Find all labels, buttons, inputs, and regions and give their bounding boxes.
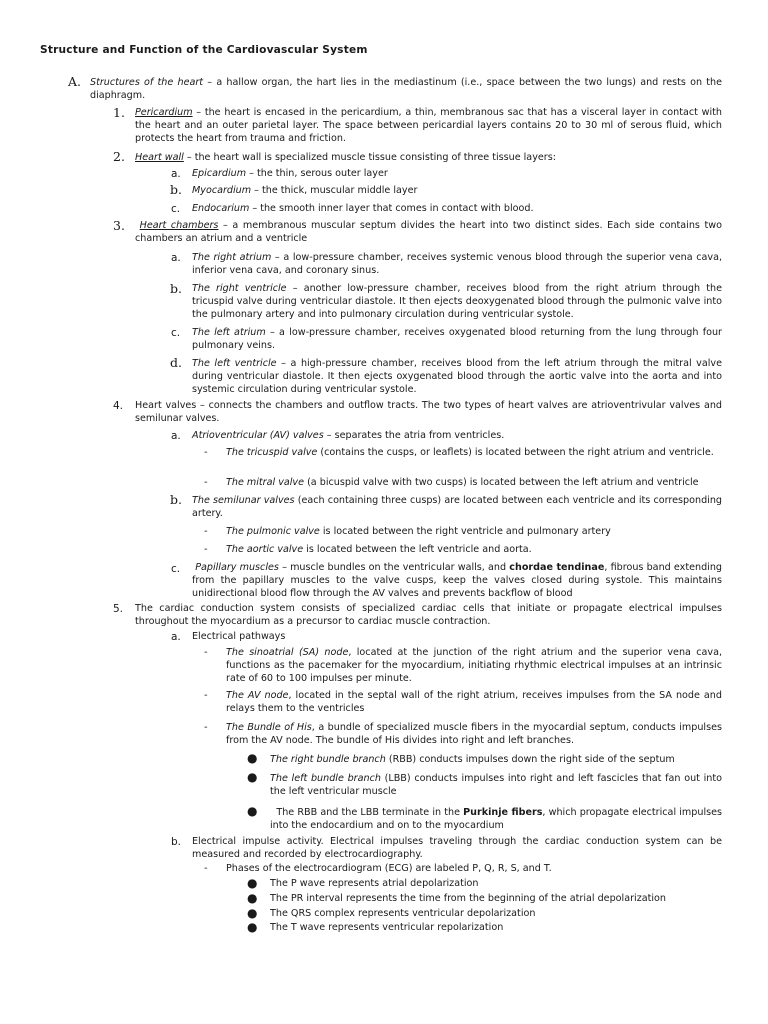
item-5b-dash-1: - xyxy=(204,863,208,874)
item-5b-marker: b. xyxy=(171,836,182,848)
item-5a-dash-1: - xyxy=(204,647,208,658)
item-1-marker: 1. xyxy=(113,105,125,120)
item-2b-term: Myocardium xyxy=(192,185,252,196)
item-3a-paragraph xyxy=(192,252,722,278)
item-3a-marker: a. xyxy=(171,252,181,264)
item-4c-text-1: – muscle bundles on the ventricular walls, and xyxy=(278,562,510,573)
item-2a-marker: a. xyxy=(171,168,181,180)
item-5a-sub-1-term: The sinoatrial (SA) node xyxy=(226,647,349,658)
item-2a-text: – the thin, serous outer layer xyxy=(246,168,388,179)
item-4a-sub-1-term: The tricuspid valve xyxy=(226,447,318,458)
item-5a-sub-2 xyxy=(226,690,722,716)
item-4a-term: Atrioventricular (AV) valves xyxy=(192,430,324,441)
item-4b-sub-2-term: The aortic valve xyxy=(226,544,304,555)
item-5a-bullet-1: ● xyxy=(247,751,258,765)
item-4b-text: (each containing three cusps) are located between each ventricle and its corresponding artery. xyxy=(192,495,722,519)
item-4b-sub-1-term: The pulmonic valve xyxy=(226,526,320,537)
item-3b-term: The right ventricle xyxy=(192,283,287,294)
item-4c-marker: c. xyxy=(171,563,181,575)
item-5a-bullet-2-body: (LBB) conducts impulses into right and left fascicles that fan out into the left ventricular muscle xyxy=(270,773,722,797)
item-2-paragraph xyxy=(135,152,722,165)
item-4b-sub-2-text: is located between the left ventricle and aorta. xyxy=(303,544,532,555)
item-5a-bullet-2-text xyxy=(270,773,722,799)
item-2c-marker: c. xyxy=(171,203,181,215)
item-4b-sub-1 xyxy=(226,526,722,539)
item-1-text: – the heart is encased in the pericardium, a thin, membranous sac that has a visceral layer in contact with the heart and an outer parietal layer. The space between pericardial layers contains 20 to 30 ml of serous fluid, which protects the heart from trauma and friction. xyxy=(135,107,722,144)
item-4c-paragraph xyxy=(192,562,722,600)
item-2c-term: Endocarium xyxy=(192,203,250,214)
item-5a-bullet-2: ● xyxy=(247,770,258,784)
item-4c-term: Papillary muscles xyxy=(195,562,279,573)
section-a-paragraph xyxy=(90,77,722,103)
item-5a-sub-3 xyxy=(226,722,722,748)
item-5a-bullet-1-text xyxy=(270,754,722,767)
item-4-marker: 4. xyxy=(113,400,124,412)
item-3d-marker: d. xyxy=(170,355,182,370)
item-5b-bullet-2-text: The PR interval represents the time from the beginning of the atrial depolarization xyxy=(270,893,666,904)
item-3-term: Heart chambers xyxy=(139,220,219,231)
item-4a-sub-1-text: (contains the cusps, or leaflets) is located between the right atrium and ventricle. xyxy=(317,447,714,458)
item-2b-marker: b. xyxy=(170,182,182,197)
item-3d-text: – a high-pressure chamber, receives blood from the left atrium through the mitral valve during ventricular diastole. It then ejects oxygenated blood through the aortic valve into the aorta and into systemic circulation during ventricular systole. xyxy=(192,358,722,395)
item-3-paragraph xyxy=(135,220,722,246)
item-4-paragraph: Heart valves – connects the chambers and outflow tracts. The two types of heart valves are atrioventrivular valves and semilunar valves. xyxy=(135,400,722,424)
item-4b-marker: b. xyxy=(170,492,182,507)
section-a-term: Structures of the heart xyxy=(90,77,204,88)
item-5a-sub-2-term: The AV node xyxy=(226,690,289,701)
item-3d-term: The left ventricle xyxy=(192,358,277,369)
item-4a-paragraph xyxy=(192,430,722,443)
item-5a-bullet-3: ● xyxy=(247,804,258,818)
item-5a-bullet-3-body-1: The RBB and the LBB terminate in the xyxy=(276,807,464,818)
item-5a-bullet-2-term: The left bundle branch xyxy=(270,773,381,784)
item-5b-bullet-4: ● xyxy=(247,920,258,934)
section-a-text: – a hallow organ, the hart lies in the mediastinum (i.e., space between the two lungs) and rests on the diaphragm. xyxy=(90,77,722,101)
item-5b-bullet-2: ● xyxy=(247,891,258,905)
item-5a-dash-2: - xyxy=(204,690,208,701)
item-5a-sub-1 xyxy=(226,647,722,685)
item-5a-sub-2-text: , located in the septal wall of the right atrium, receives impulses from the SA node and relays them to the ventricles xyxy=(226,690,722,714)
item-4b-dash-2: - xyxy=(204,544,208,555)
item-4b-paragraph xyxy=(192,495,722,521)
item-5b-bullet-3-text: The QRS complex represents ventricular depolarization xyxy=(270,908,536,919)
item-2a-paragraph xyxy=(192,168,722,181)
item-4a-dash-1: - xyxy=(204,447,208,458)
item-3d-paragraph xyxy=(192,358,722,396)
page-title: Structure and Function of the Cardiovascular System xyxy=(40,44,368,56)
item-4c-bold: chordae tendinae xyxy=(509,562,605,573)
item-3a-text: – a low-pressure chamber, receives systemic venous blood through the superior vena cava, inferior vena cava, and coronary sinus. xyxy=(192,252,722,276)
item-5b-paragraph: Electrical impulse activity. Electrical impulses traveling through the cardiac conduction system can be measured and recorded by electrocardiography. xyxy=(192,836,722,860)
item-4b-sub-2 xyxy=(226,544,722,557)
item-4a-sub-2-text: (a bicuspid valve with two cusps) is located between the left atrium and ventricle xyxy=(304,477,699,488)
item-5b-bullet-3: ● xyxy=(247,906,258,920)
item-5b-bullet-4-text: The T wave represents ventricular repolarization xyxy=(270,922,504,933)
item-5a-sub-1-text: , located at the junction of the right atrium and the superior vena cava, functions as the pacemaker for the myocardium, initiating rhythmic electrical impulses at an intrinsic rate of 60 to 100 impulses per minute. xyxy=(226,647,723,684)
item-5a-marker: a. xyxy=(171,631,181,643)
item-5b-bullet-1: ● xyxy=(247,876,258,890)
item-5b-sub-1: Phases of the electrocardiogram (ECG) are labeled P, Q, R, S, and T. xyxy=(226,863,552,874)
item-3b-marker: b. xyxy=(170,281,182,296)
item-5a-bullet-3-bold: Purkinje fibers xyxy=(463,807,543,818)
item-2a-term: Epicardium xyxy=(192,168,247,179)
item-5a-paragraph: Electrical pathways xyxy=(192,631,286,642)
item-2-term: Heart wall xyxy=(135,152,184,163)
item-3a-term: The right atrium xyxy=(192,252,272,263)
item-5a-bullet-3-body-2: , which propagate electrical impulses into the endocardium and on to the myocardium xyxy=(270,807,723,831)
item-3b-text: – another low-pressure chamber, receives blood from the right atrium through the tricuspid valve during ventricular diastole. It then ejects deoxygenated blood through the pulmonic valve into the pulmonary artery and into pulmonary circulation during ventricular systole. xyxy=(192,283,722,320)
item-5a-bullet-1-body: (RBB) conducts impulses down the right side of the septum xyxy=(385,754,675,765)
item-5a-sub-3-term: The Bundle of His xyxy=(226,722,312,733)
item-5a-bullet-1-term: The right bundle branch xyxy=(270,754,386,765)
section-a-marker: A. xyxy=(68,74,82,89)
item-2c-paragraph xyxy=(192,203,722,216)
item-5a-bullet-3-text xyxy=(270,807,722,833)
item-2-text: – the heart wall is specialized muscle tissue consisting of three tissue layers: xyxy=(183,152,556,163)
item-2b-paragraph xyxy=(192,185,722,198)
item-3b-paragraph xyxy=(192,283,722,321)
item-4a-sub-2 xyxy=(226,477,722,490)
item-5-paragraph: The cardiac conduction system consists of specialized cardiac cells that initiate or propagate electrical impulses throughout the myocardium as a precursor to cardiac muscle contraction. xyxy=(135,603,722,627)
item-5a-sub-3-text: , a bundle of specialized muscle fibers in the myocardial septum, conducts impulses from the AV node. The bundle of His divides into right and left branches. xyxy=(226,722,722,746)
item-5b-bullet-1-text: The P wave represents atrial depolarization xyxy=(270,878,479,889)
item-4a-marker: a. xyxy=(171,430,181,442)
item-1-term: Pericardium xyxy=(135,107,193,118)
item-4b-dash-1: - xyxy=(204,526,208,537)
item-1-paragraph xyxy=(135,107,722,145)
item-4b-sub-1-text: is located between the right ventricle and pulmonary artery xyxy=(319,526,611,537)
item-2b-text: – the thick, muscular middle layer xyxy=(251,185,418,196)
item-3-text: – a membranous muscular septum divides the heart into two distinct sides. Each side contains two chambers an atrium and a ventricle xyxy=(135,220,723,244)
item-4a-sub-1 xyxy=(226,447,722,460)
item-3c-marker: c. xyxy=(171,327,181,339)
item-5-marker: 5. xyxy=(113,603,124,615)
item-3c-term: The left atrium xyxy=(192,327,266,338)
item-4b-term: The semilunar valves xyxy=(192,495,295,506)
item-3-marker: 3. xyxy=(113,218,125,233)
item-5a-dash-3: - xyxy=(204,722,208,733)
item-4c-text-2: , fibrous band extending from the papillary muscles to the valve cusps, keep the valves closed during systole. This maintains unidirectional blood flow through the AV valves and prevents backflow of blood xyxy=(192,562,723,599)
item-2-marker: 2. xyxy=(113,149,125,164)
item-4a-sub-2-term: The mitral valve xyxy=(226,477,305,488)
item-3c-paragraph xyxy=(192,327,722,353)
item-4a-dash-2: - xyxy=(204,477,208,488)
item-4a-text: – separates the atria from ventricles. xyxy=(323,430,505,441)
item-2c-text: – the smooth inner layer that comes in contact with blood. xyxy=(249,203,534,214)
item-3c-text: – a low-pressure chamber, receives oxygenated blood returning from the lung through four pulmonary veins. xyxy=(192,327,722,351)
